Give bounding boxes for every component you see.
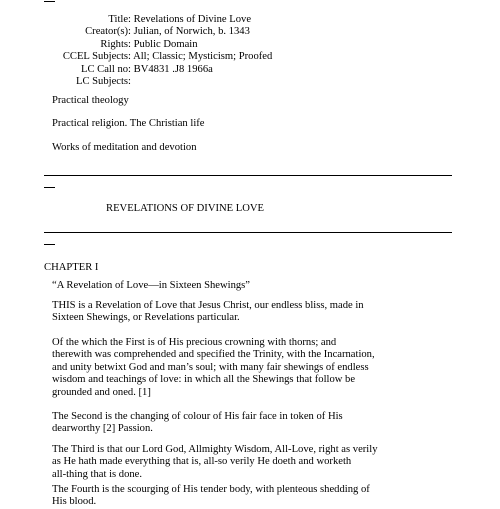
- section-divider-stub: [44, 244, 55, 245]
- paragraph: [52, 484, 462, 509]
- lc-subject-item: Practical religion. The Christian life: [52, 118, 205, 129]
- paragraph-line: dearworthy [2] Passion.: [52, 423, 153, 435]
- metadata-row-title: [44, 14, 272, 26]
- metadata-row-ccel-subjects: [44, 51, 272, 63]
- metadata-label: LC Call no:: [80, 63, 131, 75]
- paragraph-line: as He hath made everything that is, all-so verily He doeth and worketh: [52, 456, 352, 468]
- paragraph-line: grounded and oned. [1]: [52, 386, 151, 398]
- metadata-block: [44, 14, 272, 88]
- metadata-label: Creator(s):: [85, 26, 131, 38]
- metadata-row-creator: [44, 26, 272, 38]
- metadata-value: Revelations of Divine Love: [133, 14, 252, 25]
- paragraph: [52, 411, 462, 436]
- paragraph-line: and unity betwixt God and man’s soul; with many fair shewings of endless: [52, 361, 369, 373]
- metadata-label: CCEL Subjects:: [62, 51, 131, 63]
- metadata-row-lc-call-no: [44, 64, 272, 76]
- paragraph-line: Sixteen Shewings, or Revelations particular.: [52, 312, 240, 324]
- paragraph: [52, 300, 462, 325]
- paragraph-line: all-thing that is done.: [52, 468, 143, 480]
- paragraph-line: His blood.: [52, 496, 97, 508]
- metadata-label: Title:: [108, 14, 131, 25]
- paragraph: [52, 337, 462, 399]
- paragraph-line: therewith was comprehended and specified the Trinity, with the Incarnation,: [52, 349, 375, 361]
- metadata-row-lc-subjects: [44, 76, 272, 88]
- section-divider-stub: [44, 187, 55, 188]
- metadata-label: Rights:: [100, 38, 131, 50]
- paragraph: [52, 444, 462, 481]
- top-stub-rule: [44, 1, 55, 2]
- lc-subject-item: Works of meditation and devotion: [52, 142, 197, 153]
- chapter-heading: CHAPTER I: [44, 262, 99, 273]
- paragraph-line: The Second is the changing of colour of His fair face in token of His: [52, 411, 343, 422]
- metadata-row-rights: [44, 39, 272, 51]
- metadata-label: LC Subjects:: [75, 75, 131, 87]
- paragraph-line: Of the which the First is of His precious crowning with thorns; and: [52, 337, 337, 348]
- metadata-value: All; Classic; Mysticism; Proofed: [133, 51, 273, 63]
- metadata-value: Julian, of Norwich, b. 1343: [133, 26, 250, 38]
- chapter-epigraph: “A Revelation of Love—in Sixteen Shewings”: [52, 280, 251, 291]
- book-title: REVELATIONS OF DIVINE LOVE: [106, 203, 265, 214]
- section-divider: [44, 175, 452, 176]
- paragraph-line: wisdom and teachings of love: in which all the Shewings that follow be: [52, 374, 356, 386]
- paragraph-line: THIS is a Revelation of Love that Jesus Christ, our endless bliss, made in: [52, 300, 364, 311]
- section-divider: [44, 232, 452, 233]
- paragraph-line: The Third is that our Lord God, Allmighty Wisdom, All-Love, right as verily: [52, 444, 378, 455]
- lc-subject-item: Practical theology: [52, 95, 129, 106]
- paragraph-line: The Fourth is the scourging of His tender body, with plenteous shedding of: [52, 484, 370, 495]
- metadata-value: BV4831 .J8 1966a: [133, 63, 213, 75]
- metadata-value: Public Domain: [133, 38, 198, 50]
